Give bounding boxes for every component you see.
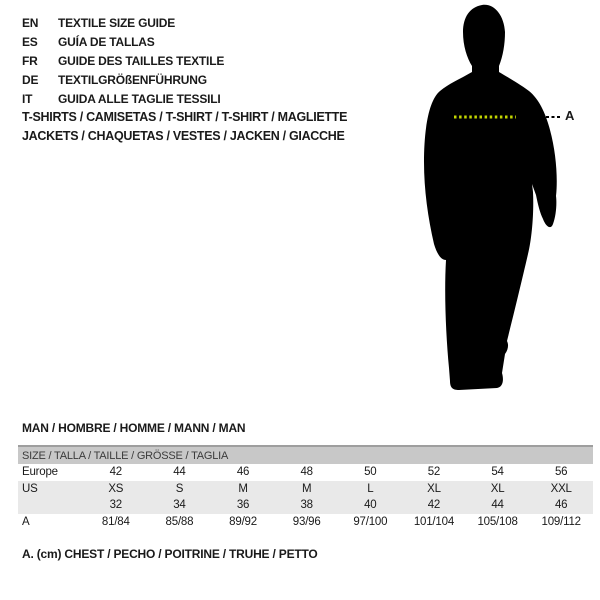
row-label: Europe bbox=[22, 466, 58, 479]
cell: 52 bbox=[427, 466, 441, 479]
measure-label-a: A bbox=[565, 108, 575, 123]
cell: 36 bbox=[236, 499, 250, 512]
cell: XL bbox=[427, 482, 441, 495]
cell: 44 bbox=[173, 466, 186, 479]
cell: M bbox=[301, 482, 312, 495]
cell: 48 bbox=[300, 466, 313, 479]
cell: 50 bbox=[364, 466, 377, 479]
footnote-chest: A. (cm) CHEST / PECHO / POITRINE / TRUHE / PETTO bbox=[22, 547, 318, 561]
cell: 101/104 bbox=[413, 515, 455, 528]
cell: 40 bbox=[364, 499, 377, 512]
language-code: EN bbox=[22, 15, 39, 30]
table-row-us bbox=[18, 481, 593, 498]
size-table-header bbox=[18, 447, 593, 464]
cell: 105/108 bbox=[477, 515, 518, 528]
cell: M bbox=[238, 482, 248, 495]
language-list bbox=[22, 13, 224, 108]
language-label: GUÍA DE TALLAS bbox=[58, 34, 155, 49]
cell: L bbox=[367, 482, 374, 495]
cell: 56 bbox=[554, 466, 568, 479]
category-line-jackets: JACKETS / CHAQUETAS / VESTES / JACKEN / GIACCHE bbox=[22, 129, 345, 143]
language-label: GUIDA ALLE TAGLIE TESSILI bbox=[58, 91, 221, 106]
size-table bbox=[18, 445, 593, 530]
garment-categories bbox=[22, 108, 347, 146]
row-label: A bbox=[22, 515, 30, 528]
cell: 42 bbox=[427, 499, 441, 512]
language-row-de bbox=[22, 70, 224, 89]
cell: 89/92 bbox=[229, 515, 257, 528]
language-row-fr bbox=[22, 51, 224, 70]
cell: XXL bbox=[550, 482, 572, 495]
language-code: ES bbox=[22, 34, 38, 49]
cell: 32 bbox=[109, 499, 123, 512]
cell: 54 bbox=[491, 466, 504, 479]
cell: 38 bbox=[300, 499, 313, 512]
man-silhouette bbox=[424, 5, 557, 390]
cell: 42 bbox=[109, 466, 123, 479]
man-silhouette-figure bbox=[412, 2, 582, 394]
cell: 46 bbox=[554, 499, 568, 512]
cell: 46 bbox=[236, 466, 250, 479]
language-row-it bbox=[22, 89, 224, 108]
size-table-header-label: SIZE / TALLA / TAILLE / GRÖSSE / TAGLIA bbox=[22, 449, 229, 462]
table-row-europe bbox=[18, 464, 593, 481]
language-label: GUIDE DES TAILLES TEXTILE bbox=[58, 53, 225, 68]
language-code: FR bbox=[22, 53, 38, 68]
cell: 109/112 bbox=[541, 515, 581, 528]
row-label: US bbox=[22, 482, 38, 495]
language-row-en bbox=[22, 13, 224, 32]
section-title-man: MAN / HOMBRE / HOMME / MANN / MAN bbox=[22, 421, 246, 435]
cell: 93/96 bbox=[292, 515, 321, 528]
cell: 97/100 bbox=[353, 515, 388, 528]
language-label: TEXTILE SIZE GUIDE bbox=[58, 15, 176, 30]
category-line-tshirts: T-SHIRTS / CAMISETAS / T-SHIRT / T-SHIRT / MAGLIETTE bbox=[22, 110, 348, 124]
cell: S bbox=[175, 482, 184, 495]
cell: 34 bbox=[173, 499, 186, 512]
language-code: DE bbox=[22, 72, 39, 87]
language-row-es bbox=[22, 32, 224, 51]
cell: XS bbox=[108, 482, 124, 495]
table-row-us-numeric bbox=[18, 497, 593, 514]
cell: 81/84 bbox=[101, 515, 130, 528]
cell: XL bbox=[490, 482, 505, 495]
language-code: IT bbox=[22, 91, 33, 106]
cell: 85/88 bbox=[165, 515, 194, 528]
table-row-chest-a bbox=[18, 514, 593, 531]
language-label: TEXTILGRÖßENFÜHRUNG bbox=[58, 72, 207, 87]
cell: 44 bbox=[491, 499, 504, 512]
